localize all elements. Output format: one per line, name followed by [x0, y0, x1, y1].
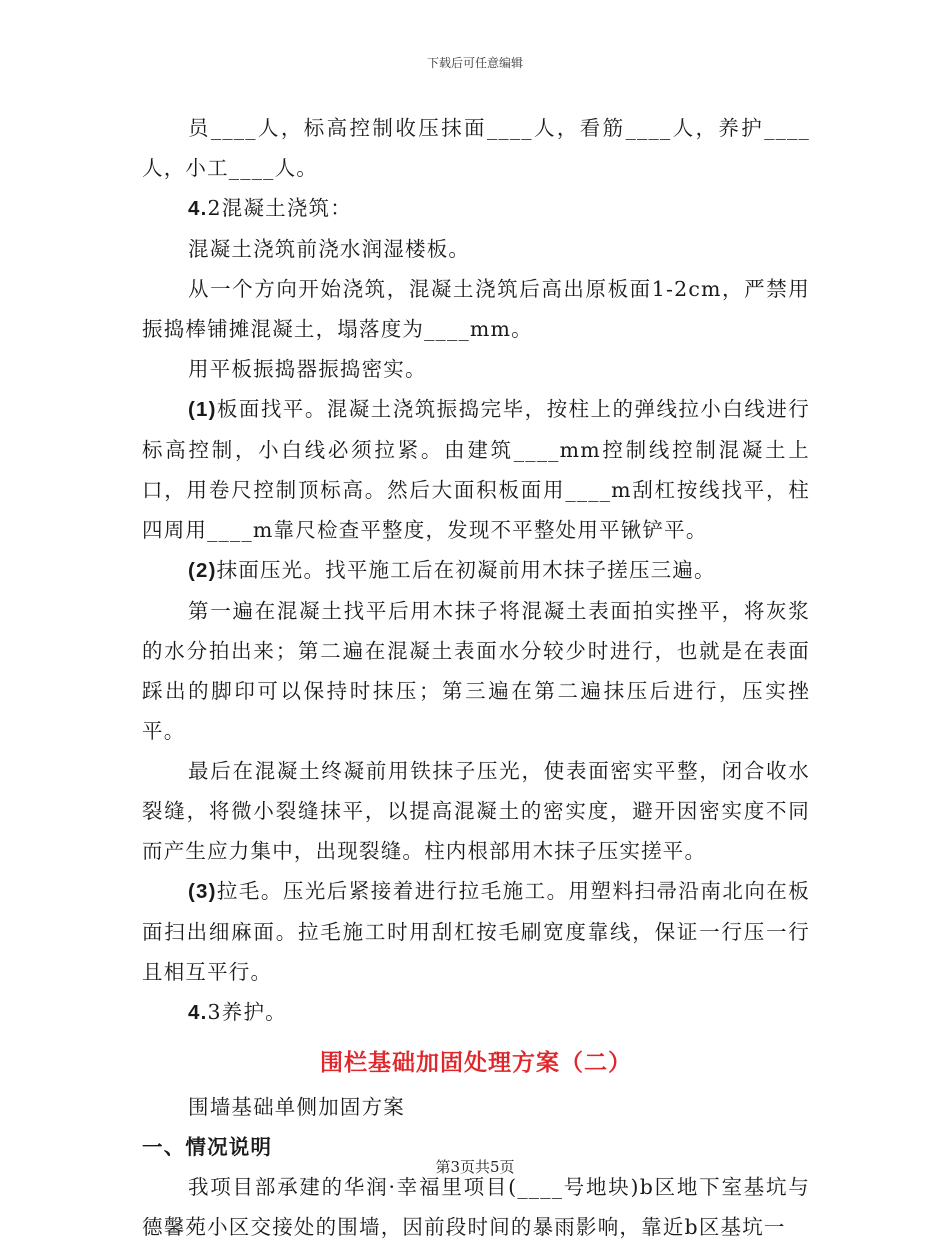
- paragraph-three-passes: 第一遍在混凝土找平后用木抹子将混凝土表面拍实挫平，将灰浆的水分拍出来；第二遍在混凝土表面水分较少时进行，也就是在表面踩出的脚印可以保持时抹压；第三遍在第二遍抹压后进行，压实挫平。: [142, 599, 810, 743]
- document-title: 围栏基础加固处理方案（二）: [320, 1049, 632, 1076]
- section-text: 3养护。: [207, 1000, 287, 1024]
- item-text: 板面找平。混凝土浇筑振捣完毕，按柱上的弹线拉小白线进行标高控制，小白线必须拉紧。由建筑____mm控制线控制混凝土上口，用卷尺控制顶标高。然后大面积板面用____m刮杠按线找平，柱四周用____m靠尺检查平整度，发现不平整处用平锹铲平。: [142, 397, 810, 542]
- heading-4-3: [142, 992, 810, 1033]
- paragraph-vibrating: 用平板振捣器振捣密实。: [188, 357, 427, 381]
- item-text: 拉毛。压光后紧接着进行拉毛施工。用塑料扫帚沿南北向在板面扫出细麻面。拉毛施工时用刮杠按毛刷宽度靠线，保证一行压一行且相互平行。: [142, 879, 810, 984]
- item-number: (1): [188, 398, 217, 421]
- section-number: 4.: [188, 1001, 208, 1024]
- section-number: 4.: [188, 197, 208, 220]
- document-body: [142, 108, 810, 1247]
- paragraph-final-press: 最后在混凝土终凝前用铁抹子压光，使表面密实平整，闭合收水裂缝，将微小裂缝抹平，以提高混凝土的密实度，避开因密实度不同而产生应力集中，出现裂缝。柱内根部用木抹子压实搓平。: [142, 759, 810, 863]
- heading-4-2: [142, 188, 810, 229]
- subtitle: 围墙基础单侧加固方案: [188, 1095, 405, 1119]
- paragraph-leveling: [142, 389, 810, 550]
- section-text: 2混凝土浇筑：: [207, 196, 352, 220]
- paragraph-troweling: [142, 550, 810, 591]
- paragraph-brushing: [142, 871, 810, 992]
- section-heading: 一、情况说明: [142, 1135, 273, 1159]
- paragraph-staffing: 员____人，标高控制收压抹面____人，看筋____人，养护____人，小工____人。: [142, 116, 810, 180]
- item-number: (3): [188, 880, 217, 903]
- page-header: 下载后可任意编辑: [426, 56, 523, 70]
- paragraph-wetting: 混凝土浇筑前浇水润湿楼板。: [188, 237, 471, 261]
- item-text: 抹面压光。找平施工后在初凝前用木抹子搓压三遍。: [216, 558, 716, 582]
- item-number: (2): [188, 559, 217, 582]
- paragraph-situation: 我项目部承建的华润·幸福里项目(____号地块)b区地下室基坑与德馨苑小区交接处的围墙，因前段时间的暴雨影响，靠近b区基坑一: [142, 1175, 810, 1239]
- page-footer: 第3页共5页: [435, 1158, 515, 1176]
- paragraph-pouring: 从一个方向开始浇筑，混凝土浇筑后高出原板面1-2cm，严禁用振捣棒铺摊混凝土，塌落度为____mm。: [142, 277, 810, 341]
